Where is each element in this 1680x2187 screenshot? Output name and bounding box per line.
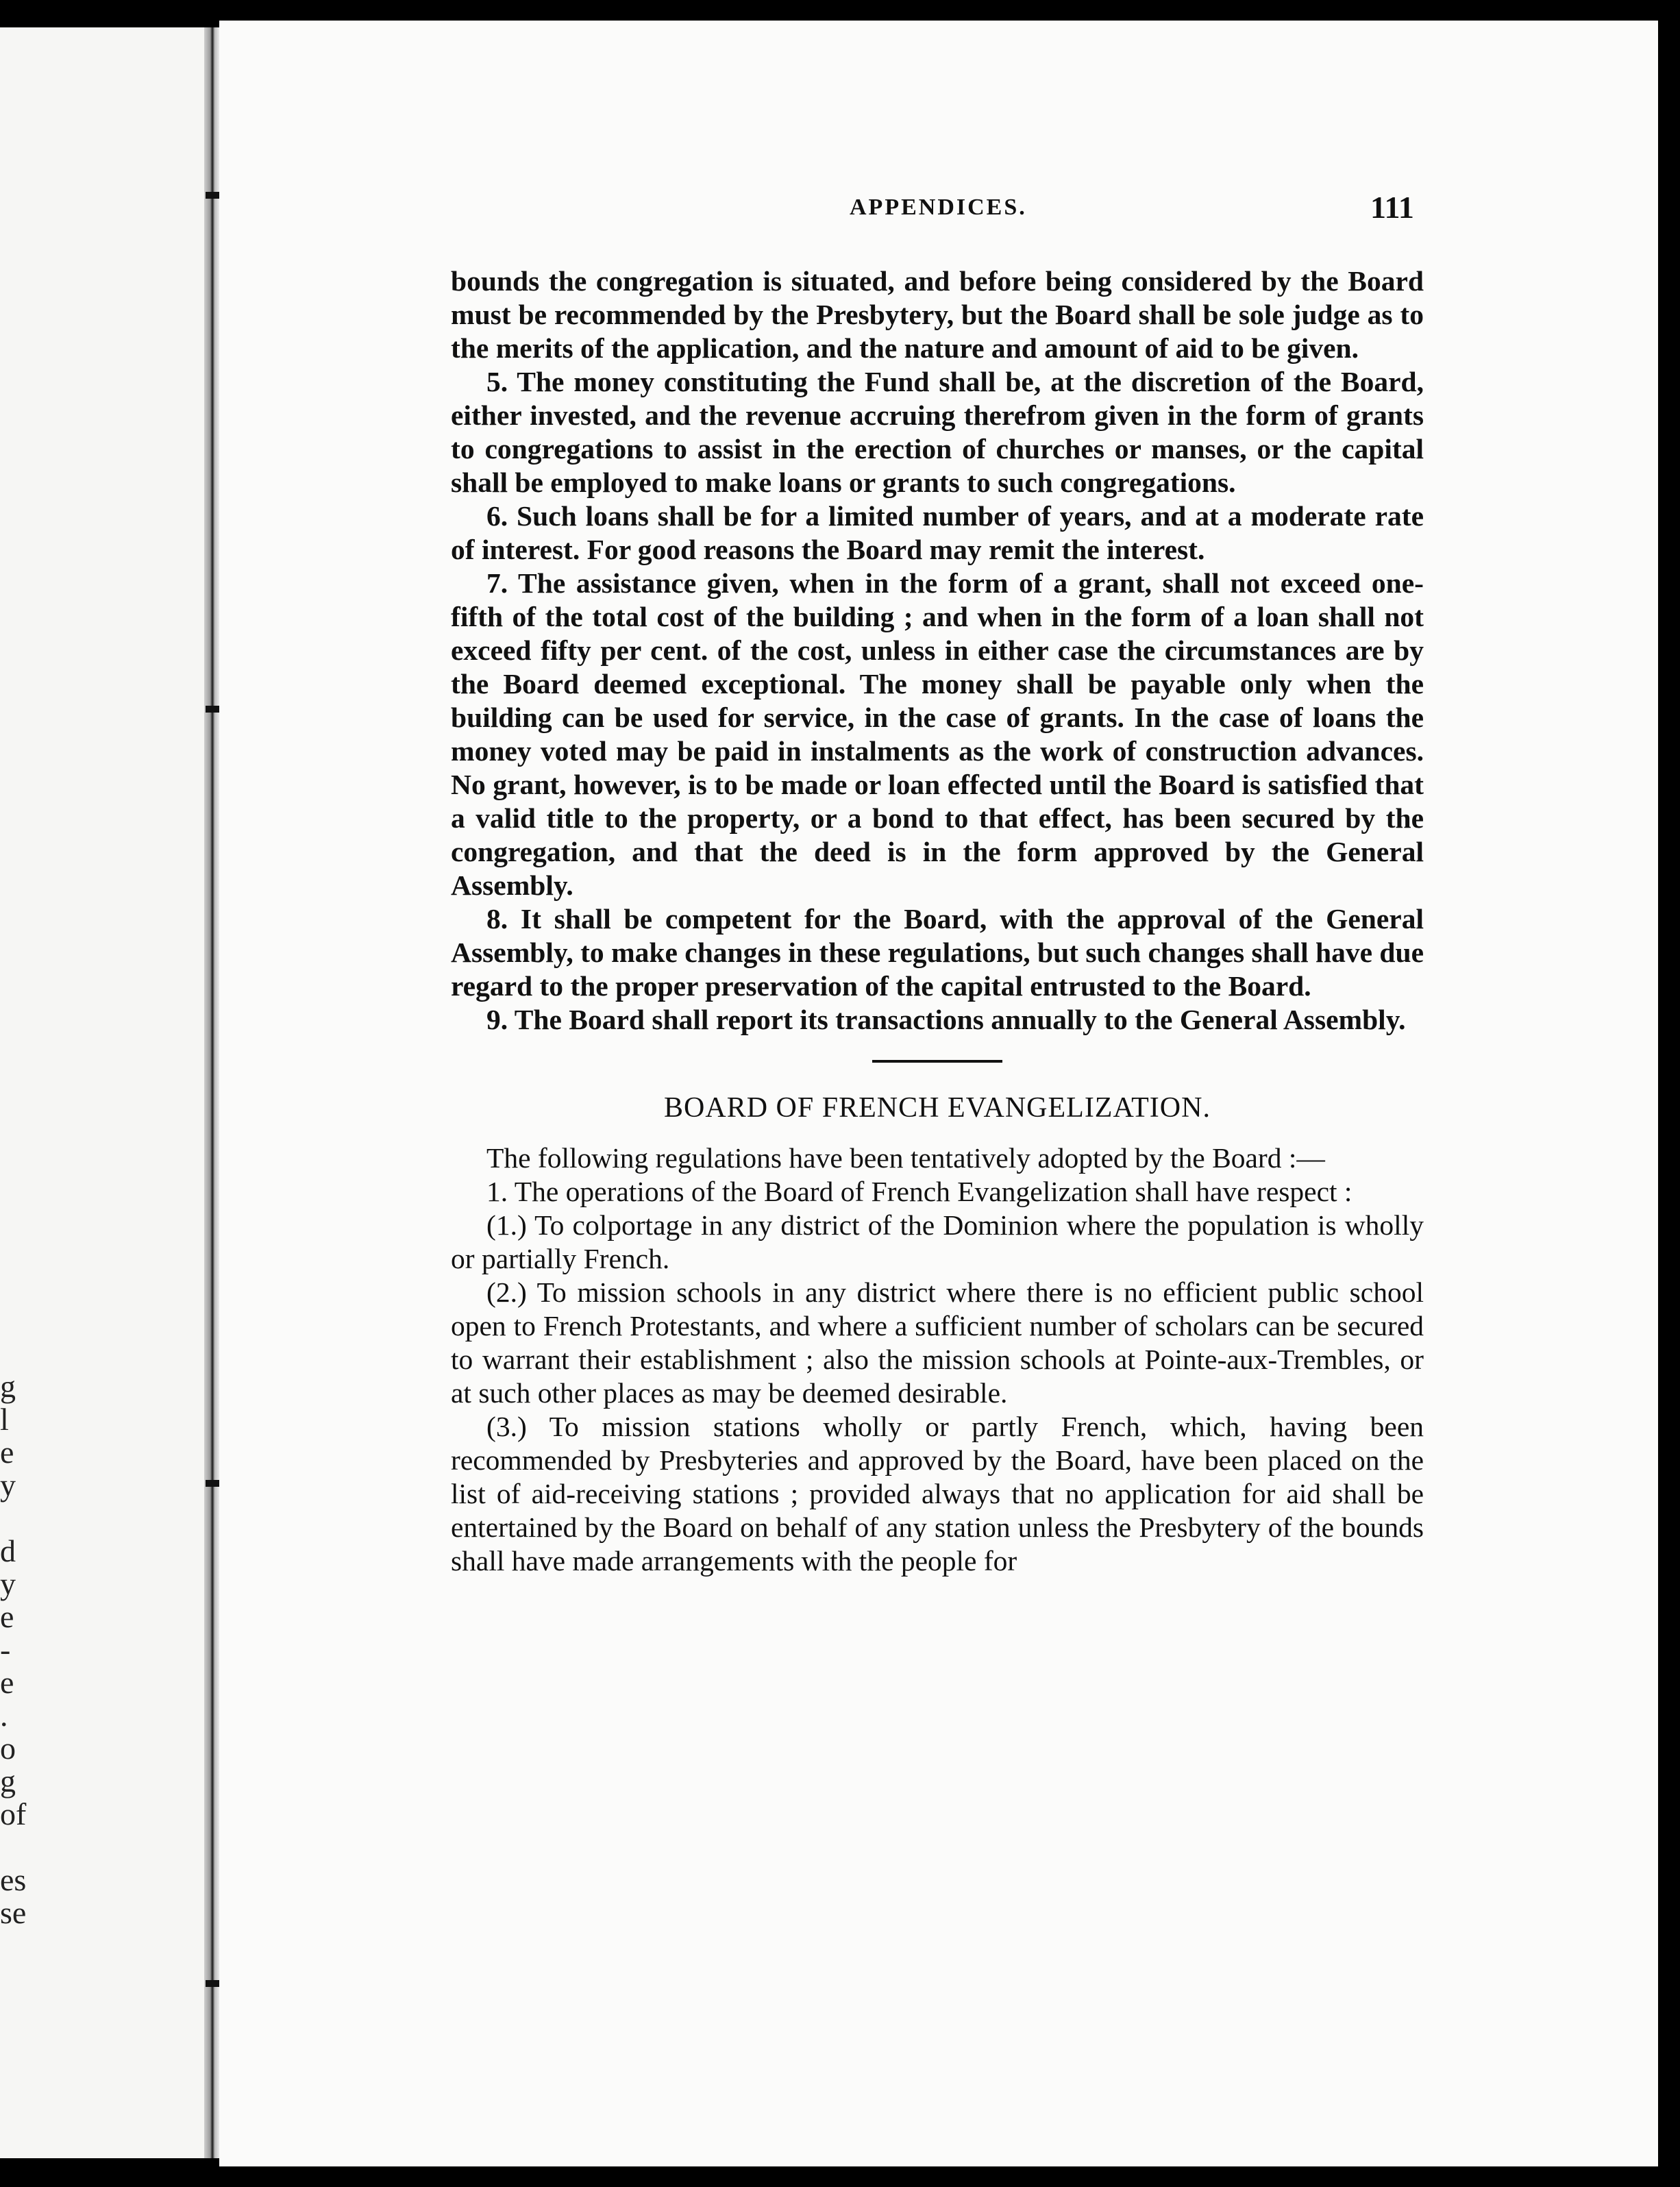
- fragment: g: [0, 1369, 16, 1404]
- page-number: 111: [1370, 190, 1414, 225]
- fragment: .: [0, 1698, 8, 1733]
- fragment: e: [0, 1665, 14, 1700]
- facing-page: [0, 27, 204, 2158]
- paragraph: (3.) To mission stations wholly or partly French, which, having been recommended by Presbyteries and approved by the Board, have been placed on the list of aid-receiving stations ; provided always that no application for aid shall be entertained by the Board on behalf of any station unless the Presbytery of the bounds shall have made arrangements with the people for: [451, 1411, 1424, 1577]
- running-header: [219, 189, 1658, 230]
- fragment: es: [0, 1862, 27, 1897]
- running-title: APPENDICES.: [850, 195, 1027, 220]
- paragraph: 6. Such loans shall be for a limited number of years, and at a moderate rate of interest. For good reasons the Board may remit the interest.: [451, 500, 1424, 565]
- paragraph: 5. The money constituting the Fund shall be, at the discretion of the Board, either invested, and the revenue accruing therefrom given in the form of grants to congregations to assist in the erection of churches or manses, or the capital shall be employed to make loans or grants to such congregations.: [451, 366, 1424, 498]
- paragraph: (1.) To colportage in any district of the Dominion where the population is wholly or partially French.: [451, 1209, 1424, 1274]
- book-page: [219, 21, 1658, 2166]
- paragraph: 7. The assistance given, when in the form of a grant, shall not exceed one-fifth of the total cost of the building ; and when in the form of a loan shall not exceed fifty per cent. of the cost, unless in either case the circumstances are by the Board deemed exceptional. The money shall be payable only when the building can be used for service, in the case of grants. In the case of loans the money voted may be paid in instalments as the work of construction advances. No grant, however, is to be made or loan effected until the Board is satisfied that a valid title to the property, or a bond to that effect, has been secured by the congregation, and that the deed is in the form approved by the General Assembly.: [451, 567, 1424, 901]
- paragraph: 9. The Board shall report its transactions annually to the General Assembly.: [486, 1004, 1406, 1035]
- fragment: l: [0, 1402, 9, 1437]
- scan-frame-bottom: [0, 2172, 1680, 2187]
- fragment: [0, 1831, 27, 1864]
- page-body: [451, 264, 1424, 1578]
- scan-frame-top: [0, 0, 1680, 15]
- section-divider: [872, 1060, 1002, 1063]
- fragment: se: [0, 1895, 27, 1930]
- scan-frame-right: [1665, 0, 1680, 2187]
- book-spine: [204, 27, 219, 2158]
- fragment: of: [0, 1796, 27, 1831]
- paragraph: bounds the congregation is situated, and before being considered by the Board must be recommended by the Presbytery, but the Board shall be sole judge as to the merits of the application, and the nature and amount of aid to be given.: [451, 265, 1424, 364]
- paragraph: (2.) To mission schools in any district where there is no efficient public school open to French Protestants, and where a sufficient number of scholars can be secured to warrant their establishment ; also the mission schools at Pointe-aux-Trembles, or at such other places as may be deemed desirable.: [451, 1276, 1424, 1409]
- fragment: g: [0, 1764, 16, 1799]
- fragment: y: [0, 1566, 16, 1601]
- paragraph: 8. It shall be competent for the Board, with the approval of the General Assembly, to make changes in these regulations, but such changes shall have due regard to the proper preservation of the capital entrusted to the Board.: [451, 903, 1424, 1002]
- fragment: [0, 1502, 27, 1535]
- paragraph: The following regulations have been tentatively adopted by the Board :—: [486, 1142, 1325, 1174]
- paragraph: 1. The operations of the Board of French Evangelization shall have respect :: [486, 1176, 1352, 1207]
- fragment: o: [0, 1731, 16, 1766]
- facing-page-text-fragments: [0, 1370, 27, 1929]
- section-heading: BOARD OF FRENCH EVANGELIZATION.: [664, 1092, 1211, 1124]
- fragment: -: [0, 1632, 11, 1667]
- fragment: d: [0, 1533, 16, 1568]
- fragment: e: [0, 1435, 14, 1470]
- fragment: e: [0, 1599, 14, 1634]
- fragment: y: [0, 1468, 16, 1503]
- section-body: [451, 1141, 1424, 1578]
